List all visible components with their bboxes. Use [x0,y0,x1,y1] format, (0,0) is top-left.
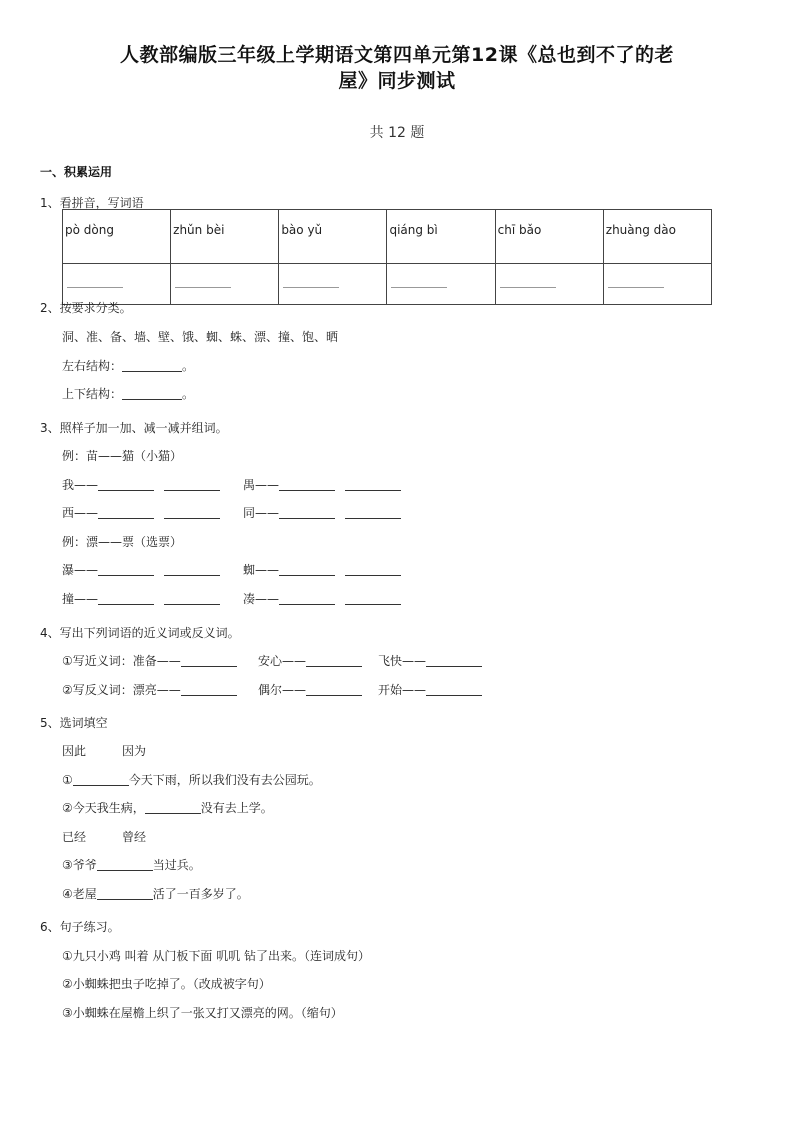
text: 今天下雨，所以我们没有去公园玩。 [128,773,321,787]
q3-row [243,504,401,521]
q2-chars: 洞、准、备、墙、壁、饿、蜘、蛛、漂、撞、饱、晒 [62,330,339,344]
answer-cell[interactable] [495,264,603,305]
q4-synonyms [258,652,362,669]
q3-stem: 3、照样子加一加、减一减并组词。 [40,421,228,435]
doc-title-line1: 人教部编版三年级上学期语文第四单元第12课《总也到不了的老 [120,44,674,66]
dash: —— [255,478,280,492]
answer-blank[interactable] [175,277,231,288]
dash: —— [74,563,99,577]
char: 同 [243,506,256,520]
q4-antonyms [62,681,237,698]
answer-blank[interactable] [181,654,237,667]
char: 撞 [62,592,75,606]
char: 蜘 [243,563,256,577]
section-heading: 一、积累运用 [40,165,113,179]
text: ③爷爷 [62,858,97,872]
answer-blank[interactable] [426,654,482,667]
answer-blank[interactable] [345,592,401,605]
q3-example2: 例：漂——票（选票） [62,535,183,549]
q6-stem: 6、句子练习。 [40,920,120,934]
char: 禺 [243,478,256,492]
answer-blank[interactable] [345,563,401,576]
answer-blank[interactable] [500,277,556,288]
answer-blank[interactable] [98,592,154,605]
answer-blank[interactable] [97,858,153,871]
label: 上下结构： [62,387,123,401]
word: 漂亮 [132,683,157,697]
char: 西 [62,506,75,520]
question-count: 共 12 题 [369,125,425,141]
dash: —— [402,654,427,668]
answer-blank[interactable] [164,506,220,519]
answer-blank[interactable] [345,478,401,491]
q4-antonyms [258,681,362,698]
q2-stem: 2、按要求分类。 [40,301,132,315]
q3-row [62,590,220,607]
dash: —— [156,683,181,697]
answer-blank[interactable] [391,277,447,288]
answer-blank[interactable] [279,563,335,576]
word: 开始 [378,683,403,697]
answer-blank[interactable] [73,773,129,786]
q3-row [243,590,401,607]
answer-blank[interactable] [608,277,664,288]
q1-stem: 1、看拼音，写词语 [40,196,144,210]
q2-top-bottom [62,385,194,402]
q3-row [243,476,401,493]
period: 。 [182,387,195,401]
answer-cell[interactable] [279,264,387,305]
q4-synonyms [378,652,482,669]
answer-blank[interactable] [97,887,153,900]
text: ④老屋 [62,887,97,901]
answer-cell[interactable] [603,264,711,305]
q5-word-choice [62,742,146,759]
dash: —— [402,683,427,697]
dash: —— [156,654,181,668]
dash: —— [255,592,280,606]
word: 准备 [132,654,157,668]
word: 因为 [122,744,147,758]
char: 凑 [243,592,256,606]
q2-left-right [62,357,194,374]
char: 瀑 [62,563,75,577]
text: 当过兵。 [152,858,201,872]
text: 活了一百多岁了。 [152,887,249,901]
pinyin-cell: bào yǔ [279,210,387,264]
char: 我 [62,478,75,492]
answer-blank[interactable] [306,683,362,696]
doc-title-line2: 屋》同步测试 [338,70,456,92]
pinyin-cell: zhǔn bèi [171,210,279,264]
q6-sentence-1: ①九只小鸡 叫着 从门板下面 叽叽 钻了出来。（连词成句） [62,949,371,963]
answer-blank[interactable] [164,478,220,491]
q4-antonyms [378,681,482,698]
q5-word-choice [62,828,146,845]
answer-blank[interactable] [98,478,154,491]
q4-stem: 4、写出下列词语的近义词或反义词。 [40,626,240,640]
q5-sentence [62,856,201,873]
q3-example1: 例：苗——猫（小猫） [62,449,183,463]
dash: —— [74,478,99,492]
answer-blank[interactable] [306,654,362,667]
answer-cell[interactable] [387,264,495,305]
dash: —— [255,563,280,577]
q3-row [243,561,401,578]
dash: —— [74,506,99,520]
q3-row [62,476,220,493]
q3-row [62,561,220,578]
pinyin-table [62,209,712,305]
answer-blank[interactable] [164,592,220,605]
answer-blank[interactable] [426,683,482,696]
pinyin-cell: zhuàng dào [603,210,711,264]
answer-cell[interactable] [171,264,279,305]
answer-blank[interactable] [181,683,237,696]
answer-blank[interactable] [279,506,335,519]
q5-sentence [62,885,249,902]
q6-sentence-2: ②小蜘蛛把虫子吃掉了。（改成被字句） [62,977,271,991]
answer-blank[interactable] [283,277,339,288]
dash: —— [282,683,307,697]
word: 安心 [258,654,283,668]
q5-sentence [62,771,321,788]
answer-blank[interactable] [122,359,182,372]
word: 偶尔 [258,683,283,697]
text: ②今天我生病， [62,801,145,815]
dash: —— [74,592,99,606]
num: ① [62,773,73,787]
answer-blank[interactable] [279,478,335,491]
answer-blank[interactable] [145,801,201,814]
q6-sentence-3: ③小蜘蛛在屋檐上织了一张又打又漂亮的网。（缩句） [62,1006,343,1020]
pinyin-cell: chī bǎo [495,210,603,264]
q4-synonyms [62,652,237,669]
label: 左右结构： [62,359,123,373]
q5-stem: 5、选词填空 [40,716,108,730]
answer-blank[interactable] [122,387,182,400]
answer-blank[interactable] [279,592,335,605]
text: 没有去上学。 [200,801,273,815]
pinyin-cell: qiáng bì [387,210,495,264]
pinyin-cell: pò dòng [63,210,171,264]
q5-sentence [62,799,273,816]
dash: —— [255,506,280,520]
word: 已经 [62,830,87,844]
label: ②写反义词： [62,683,133,697]
word: 飞快 [378,654,403,668]
dash: —— [282,654,307,668]
word: 因此 [62,744,87,758]
answer-blank[interactable] [164,563,220,576]
answer-blank[interactable] [345,506,401,519]
answer-blank[interactable] [67,277,123,288]
answer-blank[interactable] [98,563,154,576]
q3-row [62,504,220,521]
answer-blank[interactable] [98,506,154,519]
period: 。 [182,359,195,373]
label: ①写近义词： [62,654,133,668]
word: 曾经 [122,830,147,844]
